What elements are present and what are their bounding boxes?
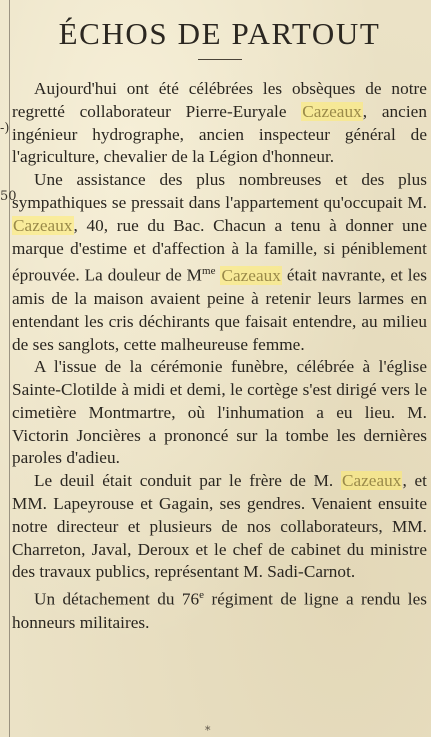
article-paragraph [12,169,427,356]
text-run: A l'issue de la cérémonie funèbre, célébrée à l'église Sainte-Clotilde à midi et demi, le cortège s'est dirigé vers le cimetière Montmartre, où l'inhumation a eu lieu. M. Victorin Joncières a prononcé sur la tombe les dernières paroles d'adieu. [12,357,427,468]
article-paragraph [12,584,427,634]
highlighted-name: Cazeaux [341,471,402,491]
footer-ornament: * [205,724,211,737]
highlighted-name: Cazeaux [221,266,281,286]
superscript: e [199,589,205,602]
title-rule [198,59,242,60]
article-paragraph [12,78,427,169]
article-body [12,78,427,635]
text-run: , et MM. Lapeyrouse et Gagain, ses gendres. Venaient ensuite notre directeur et plusieurs de nos collaborateurs, MM. Charreton, Javal, Deroux et le chef de cabinet du ministre des travaux publics, représentant M. Sadi-Carnot. [12,471,427,582]
text-run: , ancien ingénieur hydrographe, ancien inspecteur général de l'agriculture, chevalier de la Légion d'honneur. [12,101,427,167]
highlighted-name: Cazeaux [302,101,362,121]
article-paragraph [12,356,427,470]
margin-mark: -) [0,121,10,136]
text-run: Aujourd'hui ont été célébrées les obsèques de notre regretté collaborateur Pierre-Euryale [12,79,427,121]
text-run: était navrante, et les amis de la maison avaient peine à retenir leurs larmes en entendant les cris déchirants que faisait entendre, au milieu de ses sanglots, cette malheureuse femme. [12,266,427,354]
text-run: Une assistance des plus nombreuses et des plus sympathiques se pressait dans l'appartement qu'occupait M. [12,170,427,212]
article-column [12,0,427,635]
article-paragraph [12,470,427,584]
text-run: Le deuil était conduit par le frère de M. [34,471,341,491]
text-run: , 40, rue du Bac. Chacun a tenu à donner une marque d'estime et d'affection à la famille, si péniblement éprouvée. La douleur de M [12,215,427,286]
text-run: Un détachement du 76 [34,590,200,609]
margin-mark: 50 [0,189,17,204]
highlighted-name: Cazeaux [13,215,73,235]
column-rule [9,0,10,737]
text-run: régiment de ligne a rendu les honneurs militaires. [12,590,428,632]
superscript: me [202,265,216,278]
section-title: ÉCHOS DE PARTOUT [58,16,381,51]
left-margin [0,0,17,737]
